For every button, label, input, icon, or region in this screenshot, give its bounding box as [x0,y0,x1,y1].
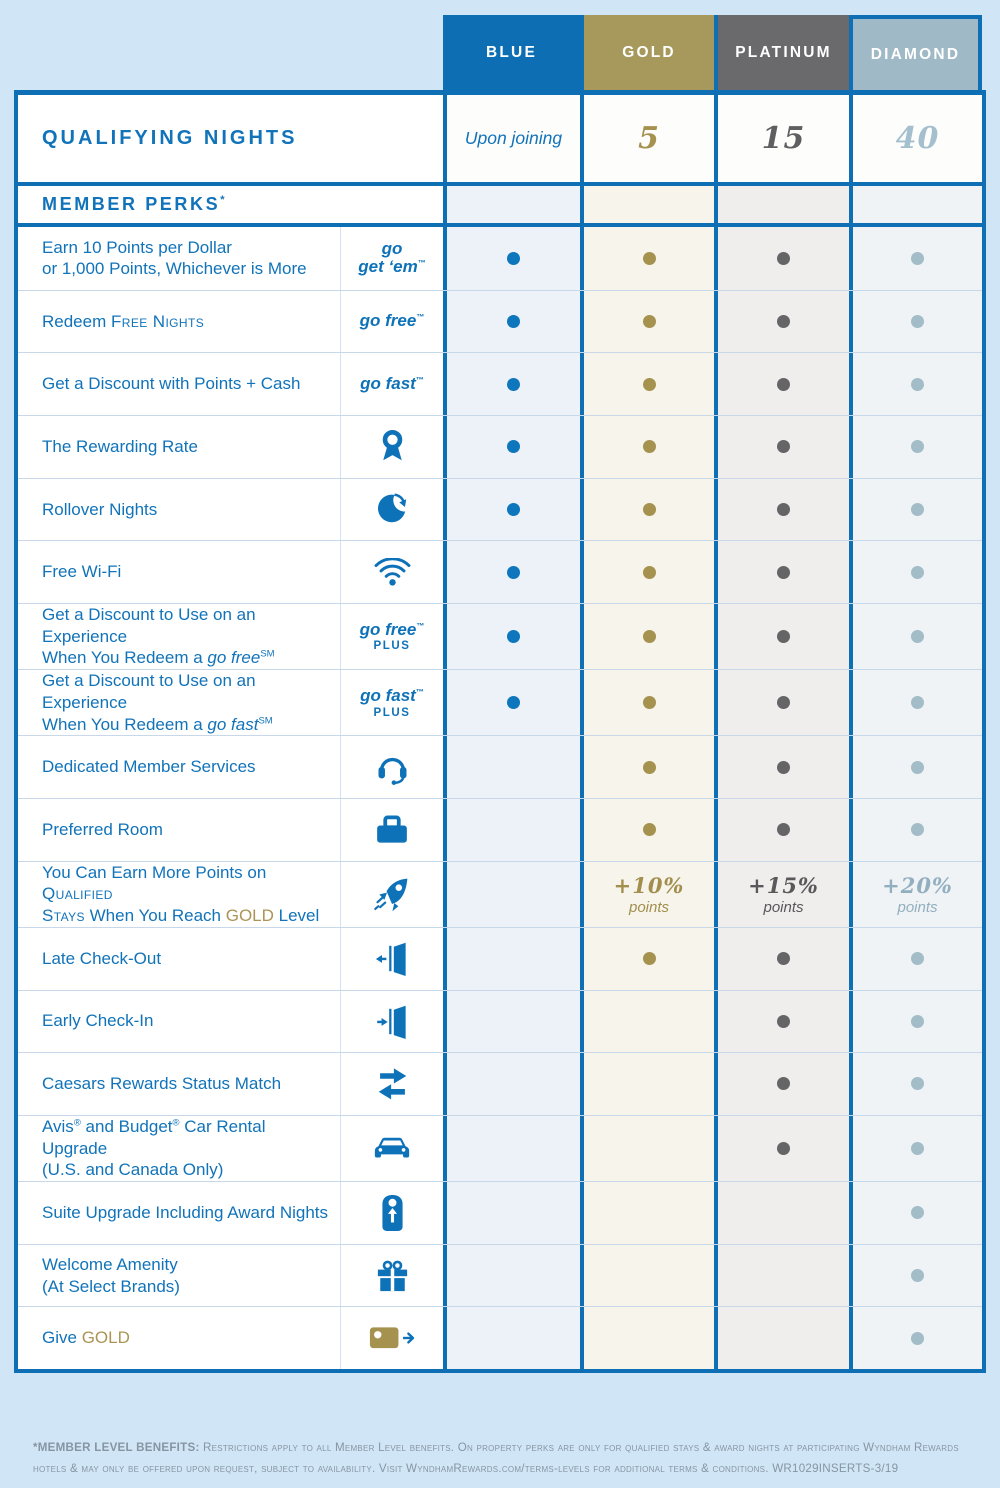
bed-icon [374,815,410,845]
tier-dot-diamond [911,823,924,836]
perk-label-cell [18,736,340,798]
perk-cell-diamond [849,991,982,1053]
tier-dot-gold [643,503,656,516]
perk-cell-diamond [849,227,982,290]
member-perks-label: MEMBER PERKS* [42,194,228,214]
tier-dot-blue [507,378,520,391]
tier-dot-gold [643,952,656,965]
bonus-points-unit: points [897,898,938,916]
qualifying-value-gold: 5 [638,121,660,156]
qualifying-nights-label: QUALIFYING NIGHTS [42,127,298,149]
tier-tab-label: DIAMOND [870,45,961,63]
perk-cell-gold [580,1182,714,1244]
perk-cell-blue [443,1116,580,1181]
tier-dot-platinum [777,440,790,453]
tier-dot-gold [643,823,656,836]
perk-icon-cell [340,1182,443,1244]
qualifying-value-cell-platinum [714,95,849,182]
bonus-points-unit: points [763,898,804,916]
table-row [18,735,982,798]
perk-icon-cell [340,991,443,1053]
table-row [18,1244,982,1307]
perk-label: Suite Upgrade Including Award Nights [42,1203,329,1222]
tier-dot-diamond [911,1077,924,1090]
tier-dot-blue [507,440,520,453]
perk-cell-blue [443,1307,580,1369]
perk-label: Redeem Free Nights [42,311,205,331]
perk-label-cell [18,353,340,415]
tier-dot-diamond [911,252,924,265]
perk-cell-platinum [714,1053,849,1115]
perk-cell-diamond [849,1182,982,1244]
tier-dot-blue [507,503,520,516]
rollover-moon-icon [374,492,410,526]
perk-cell-platinum [714,291,849,353]
perk-cell-diamond [849,416,982,478]
perk-icon-cell [340,416,443,478]
rocket-icon [373,875,411,913]
headset-icon [375,749,410,785]
tier-dot-diamond [911,1269,924,1282]
perk-cell-gold [580,541,714,603]
tier-dot-gold [643,378,656,391]
perk-cell-gold [580,1053,714,1115]
perk-label: Get a Discount with Points + Cash [42,374,301,394]
perk-cell-gold [580,604,714,669]
qualifying-value-cell-blue [443,95,580,182]
perk-cell-platinum [714,862,849,927]
go-free-plus-logo: go free™ [359,619,425,639]
perk-icon-cell [340,736,443,798]
qualifying-nights-label-cell [18,95,443,182]
tier-dot-gold [643,696,656,709]
perk-icon-cell [340,541,443,603]
tier-dot-diamond [911,503,924,516]
perk-cell-diamond [849,353,982,415]
bonus-points-value: +15% [748,872,819,898]
go-free-logo: go free™ [359,311,425,331]
footnote-body: Restrictions apply to all Member Level benefits. On property perks are only for qualified stays & award nights at participating Wyndham Rewards hotels & may only be offered upon request, subject to availability. Visit WyndhamRewards.com/terms-levels for additional terms & conditions. WR1029INSERTS-3/19 [33,1441,959,1476]
perk-cell-platinum [714,670,849,735]
perk-cell-platinum [714,1116,849,1181]
perk-label: Early Check-In [42,1011,154,1031]
tier-header-tabs [18,15,982,90]
perk-label: Welcome Amenity (At Select Brands) [42,1254,180,1296]
perk-cell-diamond [849,1245,982,1307]
perk-cell-blue [443,736,580,798]
table-row [18,1052,982,1115]
perk-label-cell [18,416,340,478]
perk-cell-platinum [714,353,849,415]
tier-tab-label: GOLD [622,43,676,61]
perk-cell-platinum [714,1307,849,1369]
tier-dot-platinum [777,566,790,579]
perk-cell-blue [443,1245,580,1307]
perk-cell-platinum [714,1182,849,1244]
tier-tab-diamond [849,15,982,90]
perk-label: Get a Discount to Use on an Experience When You Redeem a go fast℠ [42,671,273,734]
table-row [18,1115,982,1181]
swap-arrows-icon [374,1067,411,1101]
qualifying-value-blue: Upon joining [464,128,563,148]
perk-label-cell [18,1245,340,1307]
tier-dot-gold [643,630,656,643]
perk-label-cell [18,1307,340,1369]
perk-cell-gold [580,227,714,290]
tier-dot-platinum [777,761,790,774]
go-fast-logo: go fast™ [360,373,424,393]
member-perks-header-row [18,186,982,227]
tabs-spacer-icon [340,15,443,90]
tier-dot-gold [643,315,656,328]
table-row [18,227,982,290]
perk-label-cell [18,991,340,1053]
perk-cell-gold [580,862,714,927]
perk-icon-cell [340,670,443,735]
table-row [18,1306,982,1369]
perk-cell-diamond [849,799,982,861]
perk-label-cell [18,670,340,735]
perk-label-cell [18,291,340,353]
perk-cell-diamond [849,862,982,927]
member-perks-label-cell [18,186,443,223]
tier-dot-diamond [911,440,924,453]
perk-cell-platinum [714,991,849,1053]
door-arrow-in-icon [375,1003,410,1040]
qualifying-value-platinum: 15 [761,121,806,156]
asterisk: * [220,194,228,206]
tier-dot-diamond [911,1142,924,1155]
tabs-spacer-label [18,15,340,90]
tier-dot-diamond [911,378,924,391]
perk-label: Preferred Room [42,819,163,839]
tier-dot-diamond [911,566,924,579]
perk-cell-platinum [714,799,849,861]
table-row [18,415,982,478]
perks-header-cell-gold [580,186,714,223]
perk-icon-cell [340,291,443,353]
tier-tab-label: PLATINUM [735,43,832,61]
gold-card-arrow-icon [369,1324,415,1352]
table-row [18,478,982,541]
table-row [18,540,982,603]
perk-cell-diamond [849,1307,982,1369]
tier-tab-blue [443,15,580,90]
door-hanger-icon [379,1194,406,1232]
perk-cell-diamond [849,604,982,669]
tier-dot-platinum [777,952,790,965]
perks-header-cell-blue [443,186,580,223]
perk-cell-platinum [714,479,849,541]
perk-cell-blue [443,291,580,353]
perk-icon-cell [340,862,443,927]
perk-label: Give GOLD [42,1328,130,1348]
perk-cell-blue [443,416,580,478]
perk-icon-cell [340,1245,443,1307]
perk-cell-gold [580,736,714,798]
perk-cell-diamond [849,1053,982,1115]
perk-icon-cell [340,353,443,415]
perk-cell-platinum [714,736,849,798]
perk-cell-gold [580,1307,714,1369]
perk-cell-diamond [849,670,982,735]
tier-dot-diamond [911,696,924,709]
perk-cell-gold [580,479,714,541]
perk-cell-gold [580,670,714,735]
perk-label-cell [18,479,340,541]
tier-dot-gold [643,566,656,579]
perk-cell-platinum [714,604,849,669]
footnote-lead: *MEMBER LEVEL BENEFITS: [33,1441,200,1454]
tier-dot-diamond [911,630,924,643]
award-ribbon-icon [377,429,408,465]
perk-cell-gold [580,1116,714,1181]
bonus-points-value: +10% [613,872,685,898]
perk-icon-cell [340,1307,443,1369]
perk-cell-blue [443,604,580,669]
tier-dot-gold [643,440,656,453]
perk-cell-gold [580,353,714,415]
perk-cell-diamond [849,479,982,541]
perk-cell-blue [443,541,580,603]
perk-cell-platinum [714,1245,849,1307]
table-row [18,352,982,415]
perk-cell-blue [443,1182,580,1244]
go-fast-plus-logo: go fast™ [360,685,424,705]
tier-tab-gold [580,15,714,90]
tier-comparison-table [14,90,986,1373]
tier-dot-gold [643,761,656,774]
perk-cell-platinum [714,541,849,603]
perks-header-cell-platinum [714,186,849,223]
perk-cell-blue [443,991,580,1053]
go-get-em-logo: go get ‘em™ [358,238,426,277]
perk-cell-gold [580,1245,714,1307]
perk-cell-gold [580,291,714,353]
tier-dot-blue [507,630,520,643]
tier-dot-diamond [911,1015,924,1028]
bonus-points-value: +20% [882,872,953,898]
perk-cell-platinum [714,227,849,290]
table-row [18,861,982,927]
perk-cell-blue [443,1053,580,1115]
tier-tab-platinum [714,15,849,90]
perk-label: Late Check-Out [42,948,162,968]
perk-label-cell [18,928,340,990]
footnote [33,1437,978,1480]
perk-label-cell [18,1116,340,1181]
perk-cell-blue [443,227,580,290]
tier-dot-diamond [911,952,924,965]
tier-dot-platinum [777,503,790,516]
perks-header-cell-diamond [849,186,982,223]
perk-icon-cell [340,479,443,541]
perk-icon-cell [340,1116,443,1181]
tier-dot-platinum [777,1142,790,1155]
qualifying-value-cell-diamond [849,95,982,182]
perk-cell-blue [443,353,580,415]
qualifying-value-cell-gold [580,95,714,182]
tier-dot-diamond [911,761,924,774]
perk-cell-gold [580,991,714,1053]
tier-dot-diamond [911,315,924,328]
perk-label: Free Wi-Fi [42,562,122,582]
perk-cell-platinum [714,928,849,990]
perk-cell-diamond [849,928,982,990]
perk-icon-cell [340,227,443,290]
perk-label: Caesars Rewards Status Match [42,1074,282,1094]
perk-label: The Rewarding Rate [42,436,198,456]
table-row [18,1181,982,1244]
perk-cell-diamond [849,1116,982,1181]
perk-label-cell [18,799,340,861]
wifi-icon [374,558,411,587]
tier-dot-diamond [911,1206,924,1219]
perk-cell-gold [580,416,714,478]
car-icon [373,1134,411,1162]
tier-dot-platinum [777,1077,790,1090]
table-row [18,798,982,861]
perk-cell-diamond [849,291,982,353]
perk-icon-cell [340,604,443,669]
tier-dot-platinum [777,252,790,265]
perk-cell-blue [443,799,580,861]
perk-label: Dedicated Member Services [42,757,256,777]
tier-dot-platinum [777,823,790,836]
perk-label: You Can Earn More Points on Qualified Stays When You Reach GOLD Level [42,862,320,926]
perk-cell-blue [443,862,580,927]
perk-label-cell [18,862,340,927]
perk-rows [18,227,982,1369]
perk-cell-blue [443,670,580,735]
perk-cell-diamond [849,736,982,798]
go-free-plus-logo-sub-label: PLUS [373,640,411,653]
perk-cell-blue [443,479,580,541]
perk-label: Rollover Nights [42,499,158,519]
perk-label: Avis® and Budget® Car Rental Upgrade (U.S. and Canada Only) [42,1116,266,1180]
perk-label-cell [18,227,340,290]
gift-icon [376,1260,409,1292]
perk-label: Earn 10 Points per Dollar or 1,000 Points, Whichever is More [42,237,307,279]
bonus-points-unit: points [628,898,670,916]
tier-tab-label: BLUE [486,43,537,61]
table-row [18,927,982,990]
perk-icon-cell [340,1053,443,1115]
perk-label-cell [18,604,340,669]
perk-icon-cell [340,928,443,990]
tier-dot-platinum [777,315,790,328]
tier-dot-platinum [777,1015,790,1028]
perk-label-cell [18,1182,340,1244]
qualifying-nights-row [18,95,982,186]
go-fast-plus-logo-sub-label: PLUS [373,706,411,719]
perk-icon-cell [340,799,443,861]
tier-dot-diamond [911,1332,924,1345]
tier-dot-platinum [777,630,790,643]
tier-dot-blue [507,696,520,709]
tier-dot-platinum [777,696,790,709]
table-row [18,669,982,735]
table-row [18,290,982,353]
perk-cell-platinum [714,416,849,478]
tier-dot-blue [507,566,520,579]
perk-label: Get a Discount to Use on an Experience When You Redeem a go free℠ [42,604,275,668]
tier-dot-gold [643,252,656,265]
table-row [18,990,982,1053]
perk-cell-gold [580,799,714,861]
tier-dot-blue [507,315,520,328]
tier-dot-blue [507,252,520,265]
perk-label-cell [18,1053,340,1115]
perk-cell-diamond [849,541,982,603]
perk-label-cell [18,541,340,603]
tier-dot-platinum [777,378,790,391]
qualifying-value-diamond: 40 [895,121,940,156]
perk-cell-gold [580,928,714,990]
door-arrow-out-icon [375,940,410,977]
table-row [18,603,982,669]
perk-cell-blue [443,928,580,990]
